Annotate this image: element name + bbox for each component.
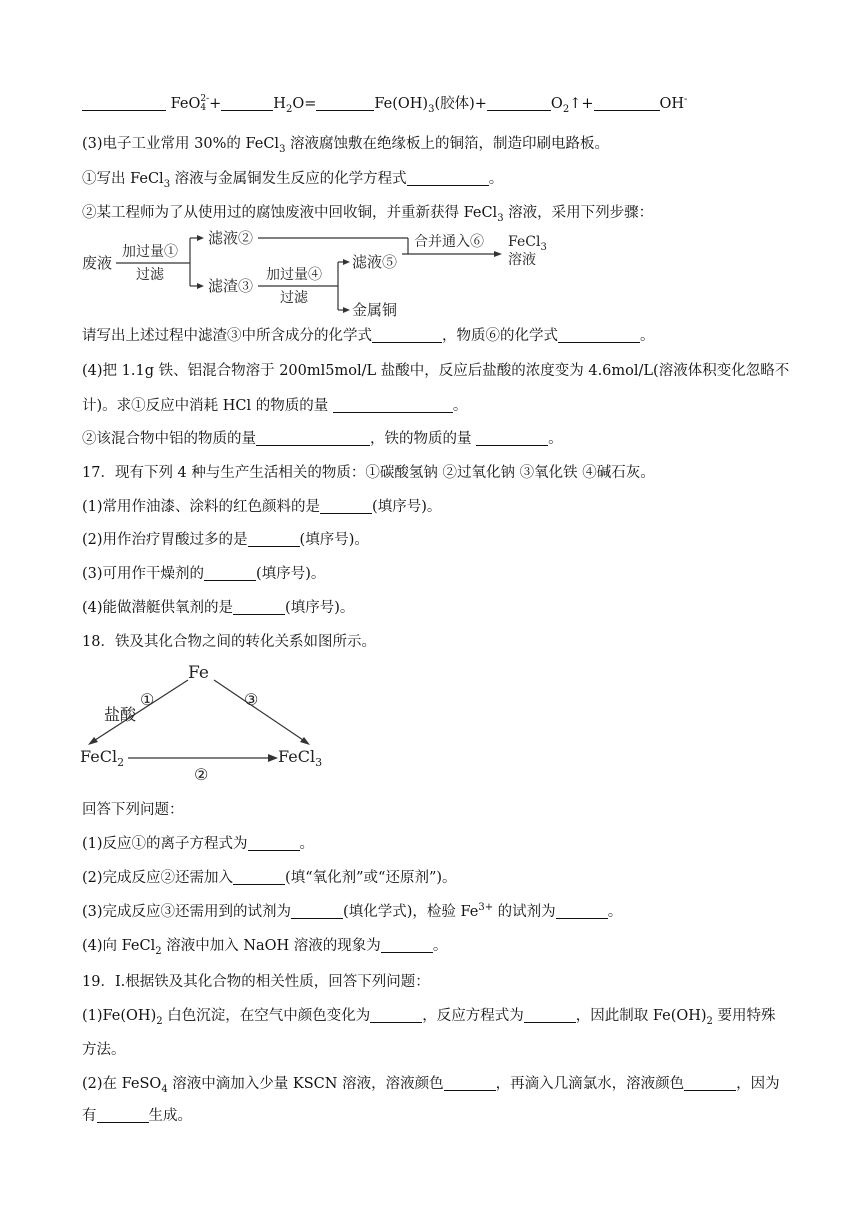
add4-label: 加过量④: [266, 267, 322, 283]
q18-4: (4)向 FeCl$_2$ 溶液中加入 NaOH 溶液的现象为 。: [82, 938, 448, 957]
blank[interactable]: [248, 835, 300, 851]
q17-stem: 17．现有下列 4 种与生产生活相关的物质：①碳酸氢钠 ②过氧化钠 ③氧化铁 ④碱石灰。: [82, 465, 655, 481]
reaction3-label: ③: [244, 690, 259, 709]
reaction1-label: ①: [140, 690, 155, 709]
fecl3-label: FeCl$_3$: [278, 747, 323, 769]
hcl-label: 盐酸: [104, 705, 137, 724]
fe-label: Fe: [188, 663, 209, 683]
q17-3: (3)可用作干燥剂的 (填序号)。: [82, 566, 326, 582]
blank[interactable]: [444, 1075, 496, 1091]
blank[interactable]: [476, 430, 548, 446]
blank[interactable]: [221, 95, 273, 111]
answer-prompt: 回答下列问题：: [82, 802, 184, 818]
filter1-label: 过滤: [136, 267, 164, 283]
merge-label: 合并通入⑥: [414, 234, 484, 250]
blank[interactable]: [407, 170, 489, 186]
q16-part3: (3)电子工业常用 30%的 FeCl$_3$ 溶液腐蚀敷在绝缘板上的铜箔，制造印刷电路板。: [82, 136, 610, 155]
q17-1: (1)常用作油漆、涂料的红色颜料的是 (填序号)。: [82, 499, 442, 515]
blank[interactable]: [291, 903, 343, 919]
blank[interactable]: [594, 95, 660, 111]
blank[interactable]: [316, 95, 374, 111]
copper-label: 金属铜: [352, 301, 398, 319]
q18-2: (2)完成反应②还需加入 (填“氧化剂”或“还原剂”)。: [82, 870, 457, 886]
add1-label: 加过量①: [122, 244, 178, 260]
blank[interactable]: [524, 1007, 576, 1023]
blank[interactable]: [256, 430, 370, 446]
blank[interactable]: [82, 95, 166, 111]
blank[interactable]: [320, 498, 372, 514]
filtrate2-label: 滤液②: [208, 229, 254, 247]
blank[interactable]: [372, 327, 442, 343]
q17-2: (2)用作治疗胃酸过多的是 (填序号)。: [82, 532, 369, 548]
blank[interactable]: [684, 1075, 736, 1091]
blank[interactable]: [333, 397, 453, 413]
reaction2-label: ②: [194, 765, 209, 784]
recovery-flow-diagram: [78, 224, 558, 324]
blank[interactable]: [370, 1007, 422, 1023]
q16-part3-3: 请写出上述过程中滤渣③中所含成分的化学式 ，物质⑥的化学式 。: [82, 328, 655, 344]
waste-label: 废液: [82, 254, 113, 272]
q18-1: (1)反应①的离子方程式为 。: [82, 836, 315, 852]
q19-1: $(1)Fe(OH)_2$ 白色沉淀，在空气中颜色变化为 ，反应方程式为 ，因此制取 $Fe(OH)_2$ 要用特殊: [82, 1008, 776, 1027]
q16-part3-1: ①写出 FeCl$_3$ 溶液与金属铜发生反应的化学方程式 。: [82, 171, 504, 190]
q16-part4: (4)把 1.1g 铁、铝混合物溶于 200ml5mol/L 盐酸中，反应后盐酸的浓度变为 4.6mol/L(溶液体积变化忽略不: [82, 363, 790, 379]
q19-stem: 19．Ⅰ.根据铁及其化合物的相关性质，回答下列问题：: [82, 974, 430, 990]
iron-conversion-diagram: [78, 658, 338, 788]
q19-2: (2)在 FeSO$_4$ 溶液中滴加入少量 KSCN 溶液，溶液颜色 ，再滴入几滴氯水，溶液颜色 ，因为: [82, 1076, 780, 1095]
blank[interactable]: [556, 903, 608, 919]
filtrate5-label: 滤液⑤: [352, 253, 398, 271]
blank[interactable]: [97, 1107, 149, 1123]
q18-stem: 18．铁及其化合物之间的转化关系如图所示。: [82, 634, 376, 650]
product-formula: FeCl$_3$: [508, 234, 547, 253]
q16-part4-1: 计)。求①反应中消耗 HCl 的物质的量 。: [82, 398, 468, 414]
blank[interactable]: [233, 869, 285, 885]
q18-3: (3)完成反应③还需用到的试剂为 (填化学式)，检验 $Fe^{3+}$ 的试剂为 。: [82, 902, 623, 920]
fecl2-label: FeCl$_2$: [80, 747, 125, 769]
blank[interactable]: [487, 95, 551, 111]
blank[interactable]: [381, 937, 433, 953]
q17-4: (4)能做潜艇供氧剂的是 (填序号)。: [82, 600, 355, 616]
blank[interactable]: [558, 327, 640, 343]
blank[interactable]: [204, 565, 256, 581]
equation-line: FeO 2- 4 + $H_2O= Fe(OH)_3$(胶体)+ $O_2↑+ OH^-$: [82, 94, 687, 114]
filter2-label: 过滤: [280, 290, 308, 306]
q19-2-cont: 有 生成。: [82, 1108, 192, 1124]
blank[interactable]: [248, 531, 300, 547]
q16-part4-2: ②该混合物中铝的物质的量 ，铁的物质的量 。: [82, 431, 563, 447]
blank[interactable]: [233, 599, 285, 615]
residue3-label: 滤渣③: [208, 277, 254, 295]
product-solution: 溶液: [508, 252, 536, 268]
q16-part3-2: ②某工程师为了从使用过的腐蚀废液中回收铜，并重新获得 FeCl$_3$ 溶液，采用下列步骤：: [82, 205, 654, 224]
q19-1-cont: 方法。: [82, 1042, 126, 1058]
